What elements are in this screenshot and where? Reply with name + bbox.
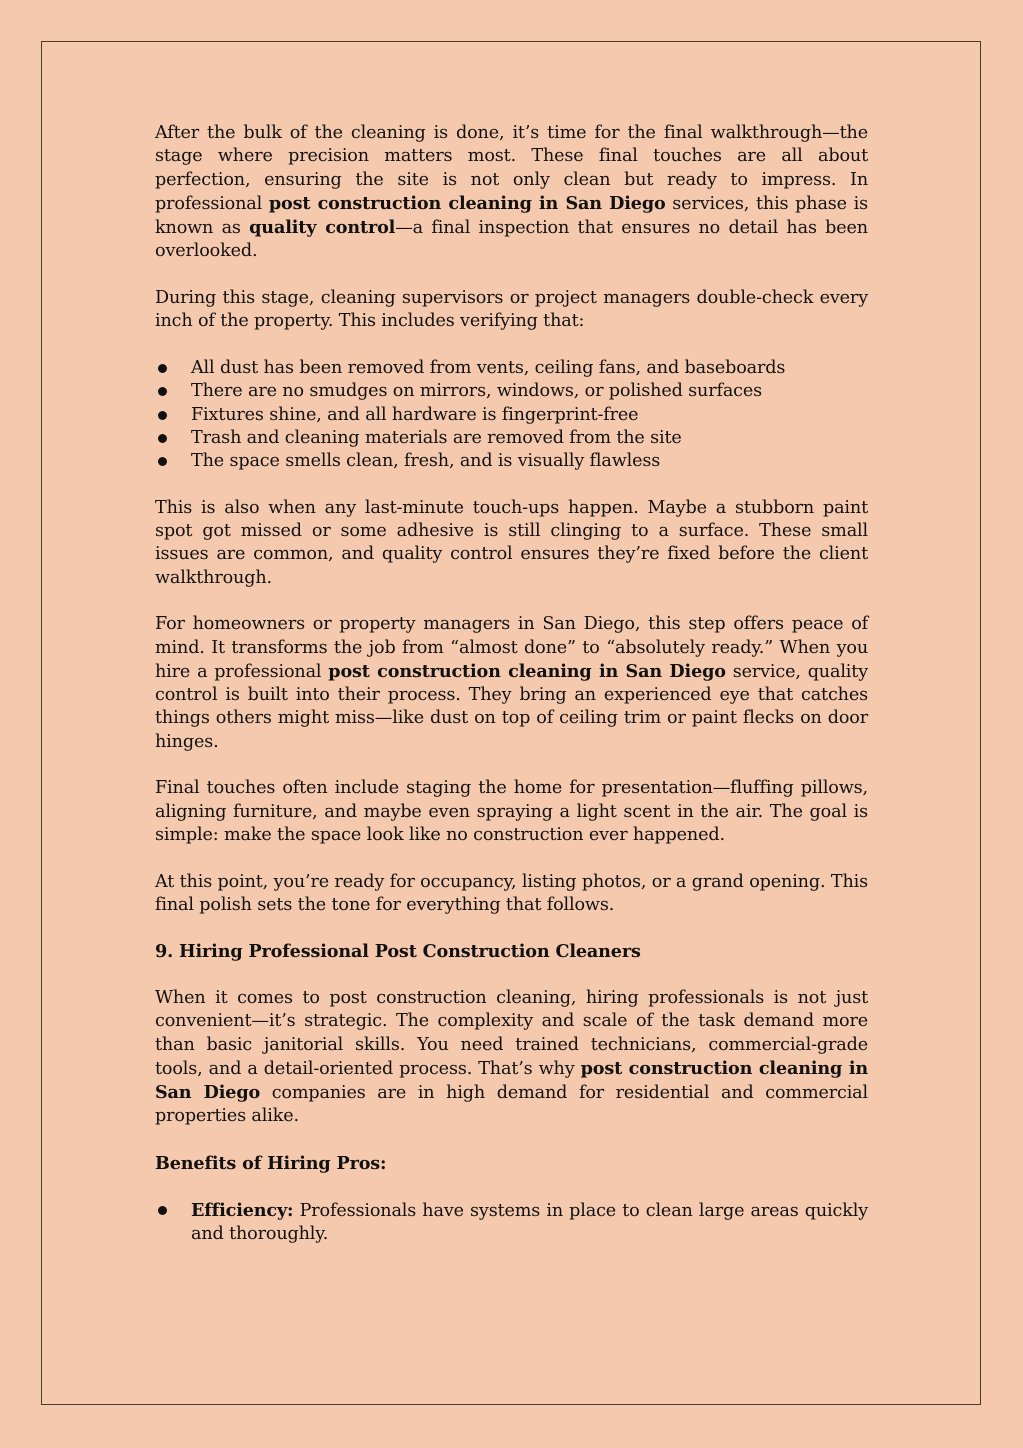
paragraph-touch-ups: This is also when any last-minute touch-ups happen. Maybe a stubborn paint spot got missed or some adhesive is still clinging to a surface. These small issues are common, and quality control ensures they’re fixed before the client walkthrough. bbox=[155, 497, 868, 588]
keyword-bold: post construction cleaning in San Diego bbox=[155, 1057, 868, 1104]
benefit-term: Efficiency: bbox=[191, 1199, 294, 1221]
checklist bbox=[155, 357, 868, 473]
list-item bbox=[155, 450, 868, 473]
list-item bbox=[155, 404, 868, 427]
paragraph-text: services, this phase is known as bbox=[155, 193, 869, 239]
section-heading: 9. Hiring Professional Post Construction Cleaners bbox=[155, 941, 641, 963]
paragraph-text: For homeowners or property managers in San Diego, this step offers peace of mind. It transforms the job from “almost done” to “absolutely ready.” When you hire a professional bbox=[155, 614, 868, 682]
bullet-icon bbox=[158, 434, 167, 443]
keyword-bold: post construction cleaning in San Diego bbox=[268, 192, 666, 214]
keyword-bold: post construction cleaning in San Diego bbox=[328, 660, 726, 682]
benefits-list bbox=[155, 1199, 868, 1247]
benefit-text: Professionals have systems in place to clean large areas quickly and thoroughly. bbox=[191, 1200, 868, 1244]
paragraph-text: After the bulk of the cleaning is done, it’s time for the final walkthrough—the stage where precision matters most. These final touches are all about perfection, ensuring the site is not only clean but ready to impress. In professional bbox=[155, 123, 868, 214]
list-item bbox=[155, 1199, 868, 1247]
list-item bbox=[155, 427, 868, 450]
document-body bbox=[155, 122, 868, 1270]
paragraph-staging: Final touches often include staging the home for presentation—fluffing pillows, aligning furniture, and maybe even spraying a light scent in the air. The goal is simple: make the space look like no construction ever happened. bbox=[155, 778, 868, 845]
list-item-text: There are no smudges on mirrors, windows, or polished surfaces bbox=[191, 381, 763, 402]
paragraph-text: When it comes to post construction cleaning, hiring professionals is not just convenient—it’s strategic. The complexity and scale of the task demand more than basic janitorial skills. You need trained technicians, commercial-grade tools, and a detail-oriented process. That’s why bbox=[155, 987, 868, 1079]
paragraph-text: service, quality control is built into their process. They bring an experienced eye that catches things others might miss—like dust on top of ceiling trim or paint flecks on door hinges. bbox=[155, 661, 868, 752]
list-item-text: The space smells clean, fresh, and is visually flawless bbox=[191, 451, 661, 472]
list-item bbox=[155, 357, 868, 380]
paragraph-text: —a final inspection that ensures no detail has been overlooked. bbox=[155, 218, 868, 262]
list-item bbox=[155, 380, 868, 403]
paragraph-ready: At this point, you’re ready for occupancy, listing photos, or a grand opening. This final polish sets the tone for everything that follows. bbox=[155, 871, 868, 915]
paragraph-text: companies are in high demand for residential and commercial properties alike. bbox=[155, 1083, 869, 1127]
bullet-icon bbox=[158, 364, 167, 373]
bullet-icon bbox=[158, 457, 167, 466]
list-item-text: Trash and cleaning materials are removed from the site bbox=[191, 427, 682, 448]
benefits-heading: Benefits of Hiring Pros: bbox=[155, 1153, 387, 1175]
paragraph-peace-of-mind bbox=[155, 613, 868, 754]
paragraph-hiring bbox=[155, 987, 868, 1129]
paragraph-final-walkthrough bbox=[155, 122, 868, 264]
paragraph-verification-intro: During this stage, cleaning supervisors or project managers double-check every inch of the property. This includes verifying that: bbox=[155, 288, 868, 332]
bullet-icon bbox=[158, 387, 167, 396]
bullet-icon bbox=[158, 1206, 167, 1215]
list-item-text: Fixtures shine, and all hardware is fingerprint-free bbox=[191, 404, 639, 425]
bullet-icon bbox=[158, 411, 167, 420]
list-item-text: All dust has been removed from vents, ceiling fans, and baseboards bbox=[191, 357, 786, 378]
keyword-bold: quality control bbox=[249, 217, 396, 239]
